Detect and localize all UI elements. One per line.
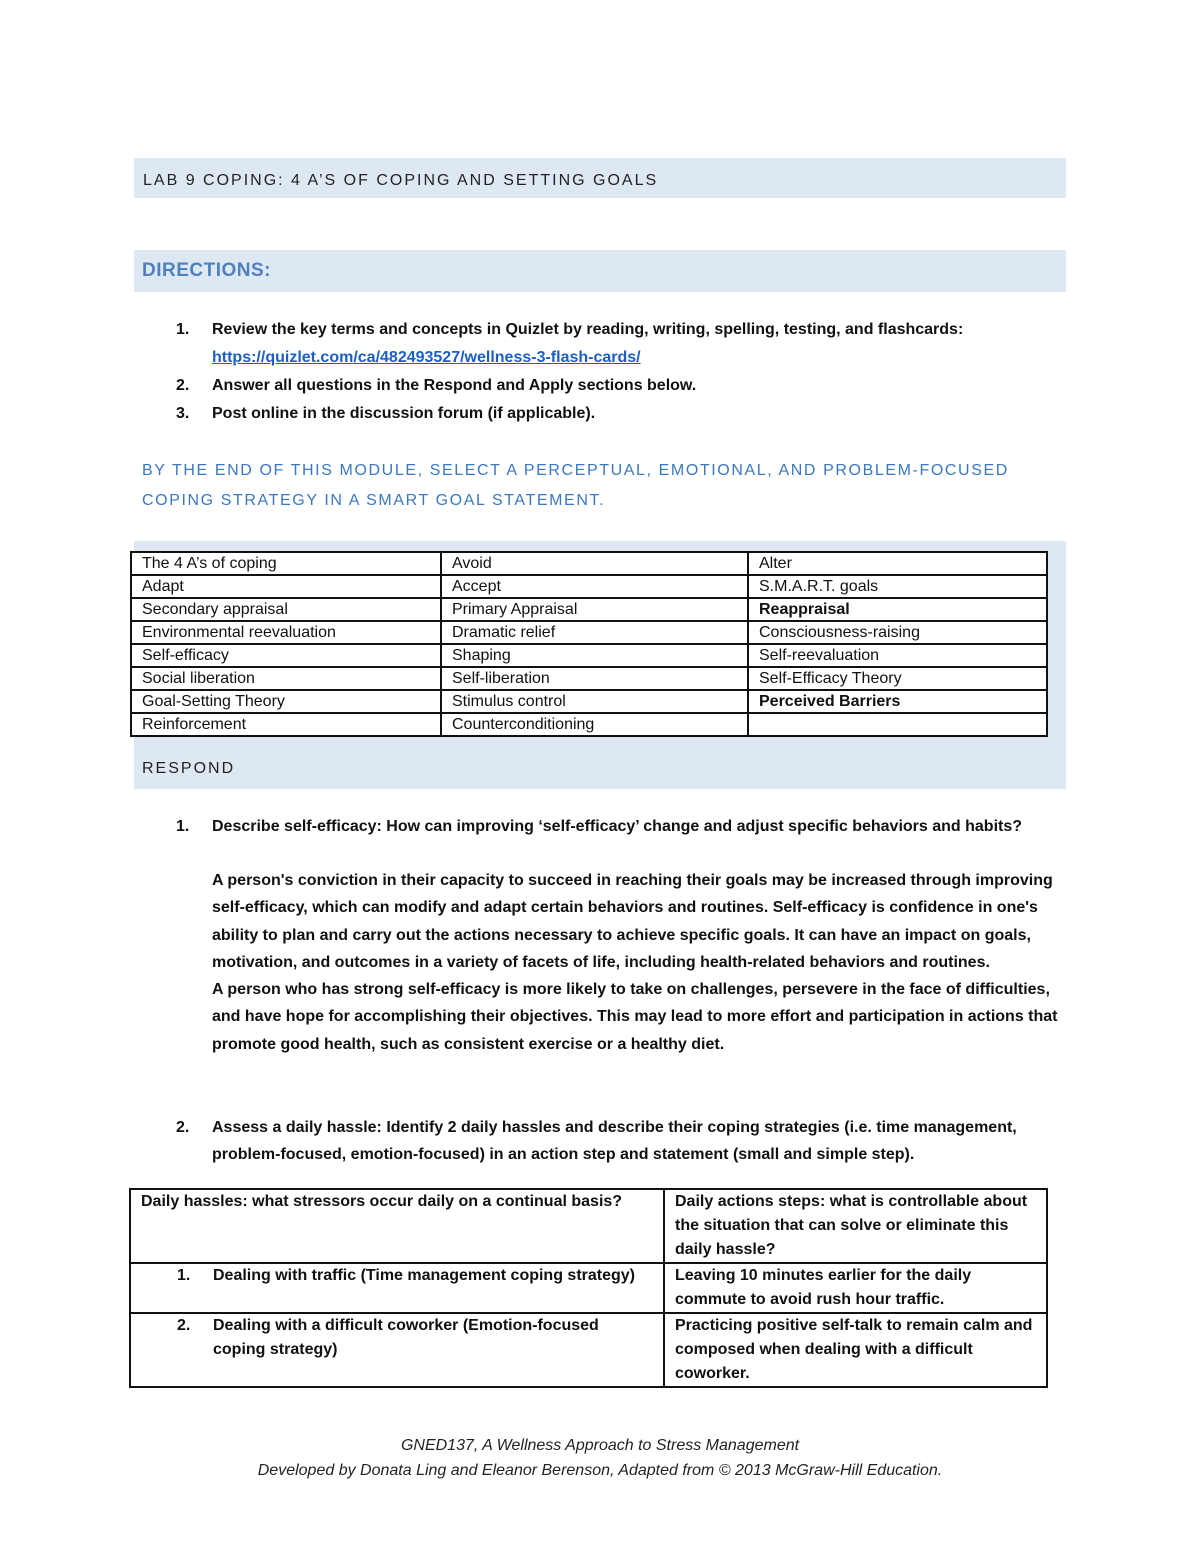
list-number: 2. [177,1317,191,1334]
table-cell: Environmental reevaluation [131,621,441,644]
directions-item-1 [176,316,1036,372]
answer-paragraph: A person who has strong self-efficacy is more likely to take on challenges, persevere in the face of difficulties, and have hope for accomplishing their objectives. This may lead to more effort and participation in actions that promote good health, such as consistent exercise or a healthy diet. [212,981,1058,1053]
table-row [131,644,1047,667]
table-header-cell: Daily actions steps: what is controllable about the situation that can solve or eliminate this daily hassle? [664,1189,1047,1263]
table-cell: Leaving 10 minutes earlier for the daily commute to avoid rush hour traffic. [664,1263,1047,1313]
table-cell: Adapt [131,575,441,598]
table-cell: Stimulus control [441,690,748,713]
table-cell: Shaping [441,644,748,667]
table-cell: S.M.A.R.T. goals [748,575,1047,598]
list-number: 3. [176,405,190,422]
question-text: Assess a daily hassle: Identify 2 daily hassles and describe their coping strategies (i.e. time management, problem-focused, emotion-focused) in an action step and statement (small and simple step). [212,1119,1017,1163]
list-text: Answer all questions in the Respond and Apply sections below. [212,377,697,394]
list-number: 2. [176,377,190,394]
quizlet-link[interactable]: https://quizlet.com/ca/482493527/wellness-3-flash-cards/ [212,349,641,366]
answer-1 [212,867,1062,1058]
question-text: Describe self-efficacy: How can improving ‘self-efficacy’ change and adjust specific behaviors and habits? [212,818,1023,835]
table-row [131,713,1047,736]
table-cell: Practicing positive self-talk to remain calm and composed when dealing with a difficult coworker. [664,1313,1047,1387]
table-cell: Dramatic relief [441,621,748,644]
table-cell: Self-liberation [441,667,748,690]
table-row [131,552,1047,575]
directions-band [134,250,1066,292]
table-cell: Avoid [441,552,748,575]
list-text: Review the key terms and concepts in Quizlet by reading, writing, spelling, testing, and flashcards: [212,321,964,338]
module-line: COPING STRATEGY IN A SMART GOAL STATEMENT. [142,492,606,509]
table-cell: Self-Efficacy Theory [748,667,1047,690]
directions-heading: DIRECTIONS: [142,260,271,281]
module-line: BY THE END OF THIS MODULE, SELECT A PERCEPTUAL, EMOTIONAL, AND PROBLEM-FOCUSED [142,462,1009,479]
table-cell: The 4 A’s of coping [131,552,441,575]
daily-hassles-table [129,1188,1048,1388]
table-header-row [130,1189,1047,1263]
lab-title: LAB 9 COPING: 4 A’S OF COPING AND SETTING GOALS [143,172,659,189]
list-number: 1. [176,321,190,338]
table-row [131,598,1047,621]
table-cell: Consciousness-raising [748,621,1047,644]
footer-credits: Developed by Donata Ling and Eleanor Berenson, Adapted from © 2013 McGraw-Hill Education. [257,1462,943,1479]
table-cell [130,1263,664,1313]
key-terms-table [130,551,1048,737]
table-row [130,1263,1047,1313]
list-number: 1. [177,1267,191,1284]
table-cell: Secondary appraisal [131,598,441,621]
table-row [131,690,1047,713]
table-cell: Accept [441,575,748,598]
hassle-text: Dealing with traffic (Time management coping strategy) [213,1267,635,1284]
table-cell: Goal-Setting Theory [131,690,441,713]
directions-item-2 [176,372,1036,400]
footer-course: GNED137, A Wellness Approach to Stress Management [400,1437,800,1454]
question-2 [176,1114,1056,1168]
table-cell: Perceived Barriers [748,690,1047,713]
table-cell: Alter [748,552,1047,575]
table-header-cell: Daily hassles: what stressors occur daily on a continual basis? [130,1189,664,1263]
list-text: Post online in the discussion forum (if applicable). [212,405,596,422]
table-cell: Self-reevaluation [748,644,1047,667]
table-cell [130,1313,664,1387]
table-cell: Primary Appraisal [441,598,748,621]
list-number: 1. [176,818,190,835]
table-cell: Reinforcement [131,713,441,736]
table-row [131,667,1047,690]
table-cell: Self-efficacy [131,644,441,667]
directions-list [176,316,1036,428]
table-cell: Counterconditioning [441,713,748,736]
respond-heading: RESPOND [142,760,236,777]
question-1 [176,813,1066,840]
answer-paragraph: A person's conviction in their capacity to succeed in reaching their goals may be increased through improving self-efficacy, which can modify and adapt certain behaviors and routines. Self-efficacy is confidence in one's ability to plan and carry out the actions necessary to achieve specific goals. It can have an impact on goals, motivation, and outcomes in a variety of facets of life, including health-related behaviors and routines. [212,872,1053,971]
hassle-text: Dealing with a difficult coworker (Emotion-focused coping strategy) [213,1317,599,1358]
table-row [131,621,1047,644]
table-cell [748,713,1047,736]
table-row [130,1313,1047,1387]
table-cell: Reappraisal [748,598,1047,621]
table-cell: Social liberation [131,667,441,690]
directions-item-3 [176,400,1036,428]
list-number: 2. [176,1119,190,1136]
module-objective [142,456,1062,516]
table-row [131,575,1047,598]
